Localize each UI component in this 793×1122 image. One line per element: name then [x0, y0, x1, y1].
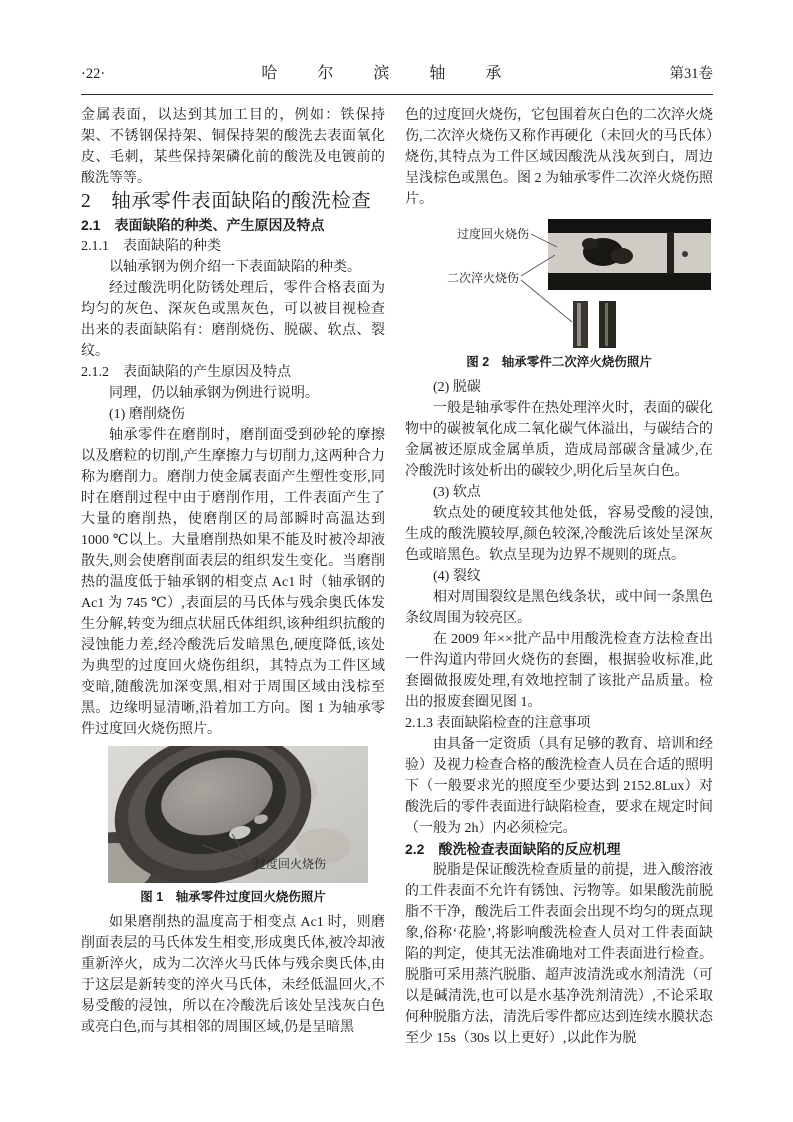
figure-1-photo	[108, 746, 368, 883]
paragraph-degreasing: 脱脂是保证酸洗检查质量的前提，进入酸溶液的工件表面不允许有锈蚀、污物等。如果酸洗前脱脂不干净，酸洗后工件表面会出现不均匀的斑点现象,俗称‘花脸’,将影响酸洗检查人员对工件表面缺陷的判定，使其无法准确地对工件表面进行检查。脱脂可采用蒸汽脱脂、超声波清洗或水剂清洗（可以是碱清洗,也可以是水基净洗剂清洗）,不论采取何种脱脂方法，清洗后零件都应达到连续水膜状态至少 15s（30s 以上更好）,以此作为脱	[405, 863, 713, 1046]
figure-2-secondary-quench-label: 二次淬火烧伤	[447, 271, 520, 285]
section-2-2-heading: 2.2 酸洗检查表面缺陷的反应机理	[405, 841, 621, 857]
burn-spot	[682, 251, 688, 257]
left-column	[81, 105, 385, 1038]
section-2-1-2-heading: 2.1.2 表面缺陷的产生原因及特点	[81, 365, 291, 380]
figure-2	[405, 216, 713, 348]
paragraph-grinding-burn: 轴承零件在磨削时，磨削面受到砂轮的摩擦以及磨粒的切削,产生摩擦力与切削力,这两种合力称为磨削力。磨削力使金属表面产生塑性变形,同时在磨削过程中由于磨削作用，工件表面产生了大量的磨削热，使磨削区的局部瞬时高温达到1000 ℃以上。大量磨削热如果不能及时被冷却液散失,则会使磨削面表层的组织发生变化。当磨削热的温度低于轴承钢的相变点 Ac1 时（轴承钢的 Ac1 为 745 ℃）,表面层的马氏体与残余奥氏体发生分解,转变为细点状屈氏体组织,该种组织抗酸的浸蚀能力差,经冷酸洗后发暗黑色,硬度降低,该处为典型的过度回火烧伤组织，其特点为工件区域变暗,随酸洗加深变黑,相对于周围区域由浅棕至黑。边缘明显清晰,沿着加工方向。图 1 为轴承零件过度回火烧伤照片。	[81, 428, 385, 737]
section-2-1-heading: 2.1 表面缺陷的种类、产生原因及特点	[81, 217, 325, 233]
section-2-1-1-heading: 2.1.1 表面缺陷的种类	[81, 239, 221, 254]
paragraph-soft-spot: 软点处的硬度较其他处低，容易受酸的浸蚀,生成的酸洗膜较厚,颜色较深,冷酸洗后该处呈深灰色或暗黑色。软点呈现为边界不规则的斑点。	[405, 506, 713, 563]
paragraph-crack: 相对周围裂纹是黑色线条状，或中间一条黑色条纹周围为较亮区。	[405, 590, 713, 626]
burn-blob	[611, 248, 633, 264]
figure-2-caption: 图 2 轴承零件二次淬火烧伤照片	[466, 355, 652, 369]
list-item-2-title: (2) 脱碳	[433, 380, 481, 395]
photo-top-band	[548, 219, 711, 233]
figure-1	[108, 746, 385, 883]
paragraph-secondary-quench: 如果磨削热的温度高于相变点 Ac1 时，则磨削面表层的马氏体发生相变,形成奥氏体,被冷却液重新淬火，成为二次淬火马氏体与残余奥氏体,由于这层是新转变的淬火马氏体，未经低温回火,不易受酸的浸蚀，所以在冷酸洗后该处呈浅灰白色或亮白色,而与其相邻的周围区域,仍是呈暗黑	[81, 915, 385, 1035]
strip-highlight	[605, 303, 608, 346]
section-2-1-3-heading: 2.1.3 表面缺陷检查的注意事项	[405, 716, 591, 731]
list-item-4-title: (4) 裂纹	[433, 569, 481, 584]
volume-label: 第31卷	[669, 66, 713, 82]
figure-1-burn-label: 过度回火烧伤	[254, 857, 327, 871]
list-item-1-title: (1) 磨削烧伤	[109, 407, 185, 422]
paragraph-2009-case: 在 2009 年××批产品中用酸洗检查方法检查出一件沟道内带回火烧伤的套圈，根据验收标准,此套圈做报废处理,有效地控制了该批产品质量。检出的报废套圈见图 1。	[405, 632, 713, 710]
right-column	[405, 105, 713, 1049]
page-number: ·22·	[81, 66, 106, 82]
paragraph-decarburization: 一般是轴承零件在热处理淬火时，表面的碳化物中的碳被氧化成二氧化碳气体溢出，与碳结合的金属被还原成金属单质，造成局部碳含量减少,在冷酸洗时该处析出的碳较少,明化后呈灰白色。	[405, 401, 713, 479]
paragraph: 同理，仍以轴承钢为例进行说明。	[109, 386, 319, 401]
figure-2-photo	[405, 216, 713, 348]
page-header	[81, 60, 713, 83]
list-item-3-title: (3) 软点	[433, 485, 481, 500]
photo-bottom-band	[548, 273, 711, 290]
paragraph-continued: 金属表面，以达到其加工目的，例如：铁保持架、不锈钢保持架、铜保持架的酸洗去表面氧化皮、毛刺，某些保持架磷化前的酸洗及电镀前的酸洗等等。	[81, 108, 385, 186]
dark-bar	[667, 232, 674, 274]
paragraph-inspection-notes: 由具备一定资质（具有足够的教育、培训和经验）及视力检查合格的酸洗检查人员在合适的照明下（一般要求光的照度至少要达到 2152.8Lux）对酸洗后的零件表面进行缺陷检查，要求在规定时间（一般为 2h）内必须检完。	[405, 737, 713, 836]
paragraph: 以轴承钢为例介绍一下表面缺陷的种类。	[109, 260, 361, 275]
paragraph-continued: 色的过度回火烧伤，它包围着灰白色的二次淬火烧伤,二次淬火烧伤又称作再硬化（未回火的马氏体）烧伤,其特点为工件区域因酸洗从浅灰到白，周边呈浅棕色或黑色。图 2 为轴承零件二次淬火烧伤照片。	[405, 108, 713, 207]
figure-1-caption: 图 1 轴承零件过度回火烧伤照片	[140, 890, 326, 904]
strip-highlight	[577, 303, 581, 346]
figure-2-overtemper-label: 过度回火烧伤	[457, 227, 530, 241]
journal-title: 哈 尔 滨 轴 承	[261, 65, 514, 82]
burn-blob	[582, 238, 598, 250]
paragraph: 经过酸洗明化防锈处理后，零件合格表面为均匀的灰色、深灰色或黑灰色，可以被目视检查出来的表面缺陷有：磨削烧伤、脱碳、软点、裂纹。	[81, 281, 385, 359]
section-2-heading: 2 轴承零件表面缺陷的酸洗检查	[81, 191, 372, 212]
header-rule	[81, 94, 713, 95]
